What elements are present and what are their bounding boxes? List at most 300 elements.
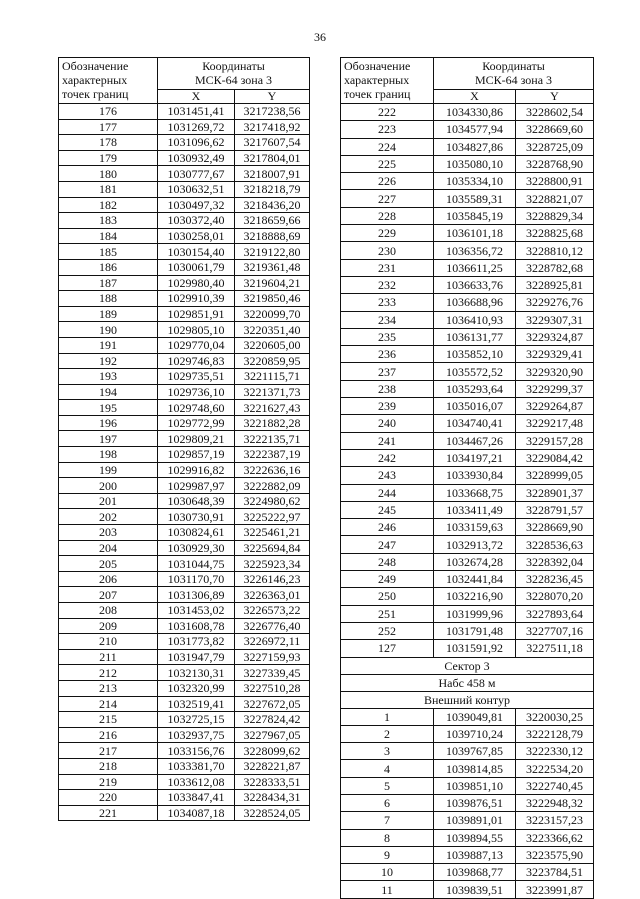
point-number: 216 (59, 727, 158, 743)
point-number: 205 (59, 556, 158, 572)
y-coordinate: 3220099,70 (235, 306, 310, 322)
point-number: 214 (59, 696, 158, 712)
point-number: 127 (341, 640, 434, 657)
x-coordinate: 1032216,90 (434, 588, 516, 605)
y-coordinate: 3228536,63 (516, 536, 594, 553)
table-row (341, 432, 594, 449)
x-coordinate: 1030932,49 (158, 150, 235, 166)
table-row (59, 805, 310, 821)
table-row (341, 190, 594, 207)
point-number: 223 (341, 121, 434, 138)
point-number: 247 (341, 536, 434, 553)
x-coordinate: 1032130,31 (158, 665, 235, 681)
x-column-header: X (158, 90, 235, 104)
point-number: 4 (341, 760, 434, 777)
y-coordinate: 3223575,90 (516, 846, 594, 863)
point-number: 2 (341, 725, 434, 742)
point-number: 237 (341, 363, 434, 380)
point-number: 201 (59, 493, 158, 509)
table-row (59, 384, 310, 400)
table-row (341, 138, 594, 155)
x-coordinate: 1039868,77 (434, 864, 516, 881)
x-coordinate: 1029736,10 (158, 384, 235, 400)
y-coordinate: 3228925,81 (516, 276, 594, 293)
y-coordinate: 3228669,60 (516, 121, 594, 138)
x-coordinate: 1039839,51 (434, 881, 516, 898)
point-number: 244 (341, 484, 434, 501)
x-coordinate: 1033156,76 (158, 743, 235, 759)
x-coordinate: 1032519,41 (158, 696, 235, 712)
x-coordinate: 1034330,86 (434, 104, 516, 121)
y-coordinate: 3227339,45 (235, 665, 310, 681)
x-coordinate: 1033381,70 (158, 758, 235, 774)
point-number: 199 (59, 462, 158, 478)
y-coordinate: 3222387,19 (235, 447, 310, 463)
table-row (59, 244, 310, 260)
point-number: 178 (59, 135, 158, 151)
x-coordinate: 1030777,67 (158, 166, 235, 182)
point-number: 252 (341, 622, 434, 639)
table-row (341, 794, 594, 811)
y-coordinate: 3219850,46 (235, 291, 310, 307)
table-row (341, 294, 594, 311)
table-row (59, 150, 310, 166)
y-coordinate: 3228768,90 (516, 155, 594, 172)
point-number: 207 (59, 587, 158, 603)
y-coordinate: 3229084,42 (516, 449, 594, 466)
y-coordinate: 3227893,64 (516, 605, 594, 622)
point-number: 239 (341, 398, 434, 415)
section-row (341, 691, 594, 708)
point-number: 210 (59, 634, 158, 650)
table-row (341, 829, 594, 846)
table-row (341, 640, 594, 657)
y-coordinate: 3229157,28 (516, 432, 594, 449)
point-number: 200 (59, 478, 158, 494)
x-coordinate: 1035334,10 (434, 173, 516, 190)
point-number: 245 (341, 501, 434, 518)
y-coordinate: 3228333,51 (235, 774, 310, 790)
x-coordinate: 1031044,75 (158, 556, 235, 572)
y-coordinate: 3219604,21 (235, 275, 310, 291)
table-row (59, 618, 310, 634)
x-coordinate: 1030730,91 (158, 509, 235, 525)
table-row (341, 484, 594, 501)
point-number: 222 (341, 104, 434, 121)
y-coordinate: 3220030,25 (516, 708, 594, 725)
section-row (341, 657, 594, 674)
y-coordinate: 3220351,40 (235, 322, 310, 338)
y-coordinate: 3229217,48 (516, 415, 594, 432)
x-coordinate: 1035589,31 (434, 190, 516, 207)
coordinates-header: Координаты МСК-64 зона 3 (158, 58, 310, 90)
y-column-header: Y (516, 90, 594, 104)
sector-title: Сектор 3 (341, 657, 594, 674)
x-coordinate: 1030372,40 (158, 213, 235, 229)
y-coordinate: 3228099,62 (235, 743, 310, 759)
x-coordinate: 1031791,48 (434, 622, 516, 639)
point-number: 242 (341, 449, 434, 466)
point-number: 232 (341, 276, 434, 293)
point-number: 241 (341, 432, 434, 449)
table-row (341, 519, 594, 536)
table-row (59, 790, 310, 806)
table-row (59, 743, 310, 759)
point-number: 246 (341, 519, 434, 536)
y-column-header: Y (235, 90, 310, 104)
point-label-header: Обозначение характерных точек границ (59, 58, 158, 104)
table-row (59, 322, 310, 338)
point-number: 10 (341, 864, 434, 881)
table-row (341, 812, 594, 829)
table-row (341, 725, 594, 742)
x-coordinate: 1030497,32 (158, 197, 235, 213)
point-number: 208 (59, 603, 158, 619)
x-coordinate: 1034087,18 (158, 805, 235, 821)
point-number: 9 (341, 846, 434, 863)
table-row (59, 712, 310, 728)
y-coordinate: 3228829,34 (516, 207, 594, 224)
x-coordinate: 1033668,75 (434, 484, 516, 501)
point-number: 203 (59, 525, 158, 541)
point-number: 1 (341, 708, 434, 725)
x-coordinate: 1031947,79 (158, 649, 235, 665)
y-coordinate: 3222128,79 (516, 725, 594, 742)
y-coordinate: 3218436,20 (235, 197, 310, 213)
x-coordinate: 1036356,72 (434, 242, 516, 259)
y-coordinate: 3228392,04 (516, 553, 594, 570)
table-row (341, 311, 594, 328)
y-coordinate: 3219361,48 (235, 259, 310, 275)
y-coordinate: 3218218,79 (235, 181, 310, 197)
point-number: 238 (341, 380, 434, 397)
point-number: 5 (341, 777, 434, 794)
x-coordinate: 1036688,96 (434, 294, 516, 311)
point-number: 189 (59, 306, 158, 322)
y-coordinate: 3222330,12 (516, 743, 594, 760)
x-coordinate: 1030258,01 (158, 228, 235, 244)
y-coordinate: 3228999,05 (516, 467, 594, 484)
x-coordinate: 1034197,21 (434, 449, 516, 466)
y-coordinate: 3229329,41 (516, 346, 594, 363)
x-coordinate: 1032937,75 (158, 727, 235, 743)
point-number: 187 (59, 275, 158, 291)
y-coordinate: 3221627,43 (235, 400, 310, 416)
x-coordinate: 1029910,39 (158, 291, 235, 307)
y-coordinate: 3227824,42 (235, 712, 310, 728)
y-coordinate: 3229264,87 (516, 398, 594, 415)
page-number: 36 (314, 30, 326, 44)
point-number: 194 (59, 384, 158, 400)
table-row (59, 665, 310, 681)
table-row (59, 462, 310, 478)
table-row (341, 104, 594, 121)
table-row (341, 777, 594, 794)
table-row (59, 587, 310, 603)
table-row (59, 774, 310, 790)
table-row (341, 605, 594, 622)
x-coordinate: 1030929,30 (158, 540, 235, 556)
y-coordinate: 3224980,62 (235, 493, 310, 509)
y-coordinate: 3229320,90 (516, 363, 594, 380)
y-coordinate: 3228810,12 (516, 242, 594, 259)
x-coordinate: 1031306,89 (158, 587, 235, 603)
y-coordinate: 3228901,37 (516, 484, 594, 501)
table-row (341, 380, 594, 397)
table-row (59, 493, 310, 509)
x-coordinate: 1033411,49 (434, 501, 516, 518)
x-coordinate: 1033847,41 (158, 790, 235, 806)
y-coordinate: 3227707,16 (516, 622, 594, 639)
point-number: 202 (59, 509, 158, 525)
sector-contour: Внешний контур (341, 691, 594, 708)
table-row (59, 447, 310, 463)
table-row (341, 743, 594, 760)
y-coordinate: 3227672,05 (235, 696, 310, 712)
x-coordinate: 1033612,08 (158, 774, 235, 790)
x-coordinate: 1034740,41 (434, 415, 516, 432)
table-row (341, 328, 594, 345)
point-number: 211 (59, 649, 158, 665)
table-row (59, 603, 310, 619)
table-row (341, 276, 594, 293)
x-coordinate: 1029987,97 (158, 478, 235, 494)
point-number: 181 (59, 181, 158, 197)
point-number: 183 (59, 213, 158, 229)
x-coordinate: 1030154,40 (158, 244, 235, 260)
point-number: 243 (341, 467, 434, 484)
point-number: 190 (59, 322, 158, 338)
x-coordinate: 1032725,15 (158, 712, 235, 728)
point-number: 218 (59, 758, 158, 774)
table-row (341, 571, 594, 588)
point-number: 176 (59, 104, 158, 120)
table-row (341, 173, 594, 190)
point-number: 206 (59, 571, 158, 587)
point-number: 186 (59, 259, 158, 275)
table-row (59, 571, 310, 587)
point-number: 226 (341, 173, 434, 190)
table-row (59, 478, 310, 494)
table-row (59, 400, 310, 416)
y-coordinate: 3222740,45 (516, 777, 594, 794)
x-coordinate: 1030824,61 (158, 525, 235, 541)
point-number: 182 (59, 197, 158, 213)
y-coordinate: 3223784,51 (516, 864, 594, 881)
x-coordinate: 1031096,62 (158, 135, 235, 151)
point-number: 215 (59, 712, 158, 728)
y-coordinate: 3217607,54 (235, 135, 310, 151)
table-row (341, 346, 594, 363)
y-coordinate: 3225461,21 (235, 525, 310, 541)
coordinates-table-right (340, 57, 594, 899)
table-row (59, 306, 310, 322)
y-coordinate: 3221371,73 (235, 384, 310, 400)
point-number: 249 (341, 571, 434, 588)
table-row (341, 467, 594, 484)
table-row (341, 536, 594, 553)
point-number: 220 (59, 790, 158, 806)
y-coordinate: 3228782,68 (516, 259, 594, 276)
point-number: 3 (341, 743, 434, 760)
y-coordinate: 3228669,90 (516, 519, 594, 536)
point-number: 224 (341, 138, 434, 155)
y-coordinate: 3222948,32 (516, 794, 594, 811)
point-number: 227 (341, 190, 434, 207)
table-row (59, 415, 310, 431)
y-coordinate: 3227510,28 (235, 680, 310, 696)
x-coordinate: 1031451,41 (158, 104, 235, 120)
coordinates-table-left (58, 57, 310, 821)
table-row (341, 259, 594, 276)
y-coordinate: 3218007,91 (235, 166, 310, 182)
table-row (341, 622, 594, 639)
y-coordinate: 3217804,01 (235, 150, 310, 166)
y-coordinate: 3229324,87 (516, 328, 594, 345)
x-coordinate: 1034467,26 (434, 432, 516, 449)
x-coordinate: 1029772,99 (158, 415, 235, 431)
x-coordinate: 1039767,85 (434, 743, 516, 760)
y-coordinate: 3227511,18 (516, 640, 594, 657)
x-coordinate: 1032674,28 (434, 553, 516, 570)
x-coordinate: 1032320,99 (158, 680, 235, 696)
table-row (341, 760, 594, 777)
point-number: 204 (59, 540, 158, 556)
point-number: 209 (59, 618, 158, 634)
table-row (59, 649, 310, 665)
y-coordinate: 3227159,93 (235, 649, 310, 665)
point-number: 198 (59, 447, 158, 463)
point-number: 7 (341, 812, 434, 829)
point-number: 196 (59, 415, 158, 431)
table-row (341, 398, 594, 415)
point-number: 191 (59, 337, 158, 353)
table-row (59, 228, 310, 244)
y-coordinate: 3226146,23 (235, 571, 310, 587)
table-row (59, 369, 310, 385)
x-coordinate: 1029857,19 (158, 447, 235, 463)
table-row (341, 155, 594, 172)
x-coordinate: 1029980,40 (158, 275, 235, 291)
point-number: 251 (341, 605, 434, 622)
point-number: 219 (59, 774, 158, 790)
x-coordinate: 1039851,10 (434, 777, 516, 794)
point-number: 8 (341, 829, 434, 846)
table-row (59, 525, 310, 541)
table-row (59, 275, 310, 291)
y-coordinate: 3228825,68 (516, 225, 594, 242)
table-row (59, 197, 310, 213)
point-number: 212 (59, 665, 158, 681)
table-row (341, 846, 594, 863)
y-coordinate: 3228236,45 (516, 571, 594, 588)
x-coordinate: 1034827,86 (434, 138, 516, 155)
section-row (341, 674, 594, 691)
point-number: 234 (341, 311, 434, 328)
point-number: 228 (341, 207, 434, 224)
point-number: 230 (341, 242, 434, 259)
point-number: 185 (59, 244, 158, 260)
y-coordinate: 3226972,11 (235, 634, 310, 650)
x-coordinate: 1031453,02 (158, 603, 235, 619)
x-column-header: X (434, 90, 516, 104)
point-number: 225 (341, 155, 434, 172)
table-row (59, 259, 310, 275)
point-number: 6 (341, 794, 434, 811)
table-row (59, 556, 310, 572)
x-coordinate: 1035016,07 (434, 398, 516, 415)
table-row (59, 509, 310, 525)
point-number: 240 (341, 415, 434, 432)
table-row (59, 181, 310, 197)
y-coordinate: 3227967,05 (235, 727, 310, 743)
x-coordinate: 1029916,82 (158, 462, 235, 478)
y-coordinate: 3228821,07 (516, 190, 594, 207)
table-row (59, 696, 310, 712)
x-coordinate: 1033159,63 (434, 519, 516, 536)
point-number: 195 (59, 400, 158, 416)
point-number: 235 (341, 328, 434, 345)
y-coordinate: 3228524,05 (235, 805, 310, 821)
y-coordinate: 3221115,71 (235, 369, 310, 385)
y-coordinate: 3229307,31 (516, 311, 594, 328)
x-coordinate: 1032913,72 (434, 536, 516, 553)
y-coordinate: 3225222,97 (235, 509, 310, 525)
x-coordinate: 1029851,91 (158, 306, 235, 322)
x-coordinate: 1039710,24 (434, 725, 516, 742)
table-row (59, 291, 310, 307)
point-number: 11 (341, 881, 434, 898)
y-coordinate: 3228070,20 (516, 588, 594, 605)
table-row (59, 166, 310, 182)
point-number: 188 (59, 291, 158, 307)
table-row (59, 119, 310, 135)
x-coordinate: 1036633,76 (434, 276, 516, 293)
table-row (59, 104, 310, 120)
x-coordinate: 1029805,10 (158, 322, 235, 338)
table-row (59, 213, 310, 229)
table-row (341, 708, 594, 725)
table-row (341, 121, 594, 138)
x-coordinate: 1036410,93 (434, 311, 516, 328)
point-number: 217 (59, 743, 158, 759)
table-row (341, 415, 594, 432)
y-coordinate: 3223157,23 (516, 812, 594, 829)
x-coordinate: 1035852,10 (434, 346, 516, 363)
sector-height: Набс 458 м (341, 674, 594, 691)
y-coordinate: 3225923,34 (235, 556, 310, 572)
y-coordinate: 3228725,09 (516, 138, 594, 155)
x-coordinate: 1034577,94 (434, 121, 516, 138)
table-row (59, 135, 310, 151)
y-coordinate: 3223366,62 (516, 829, 594, 846)
y-coordinate: 3222882,09 (235, 478, 310, 494)
y-coordinate: 3222636,16 (235, 462, 310, 478)
x-coordinate: 1030061,79 (158, 259, 235, 275)
table-row (59, 431, 310, 447)
x-coordinate: 1029809,21 (158, 431, 235, 447)
table-row (59, 337, 310, 353)
table-row (341, 588, 594, 605)
y-coordinate: 3226573,22 (235, 603, 310, 619)
point-number: 250 (341, 588, 434, 605)
table-row (341, 363, 594, 380)
x-coordinate: 1033930,84 (434, 467, 516, 484)
table-row (59, 758, 310, 774)
y-coordinate: 3217238,56 (235, 104, 310, 120)
table-row (341, 242, 594, 259)
x-coordinate: 1029770,04 (158, 337, 235, 353)
